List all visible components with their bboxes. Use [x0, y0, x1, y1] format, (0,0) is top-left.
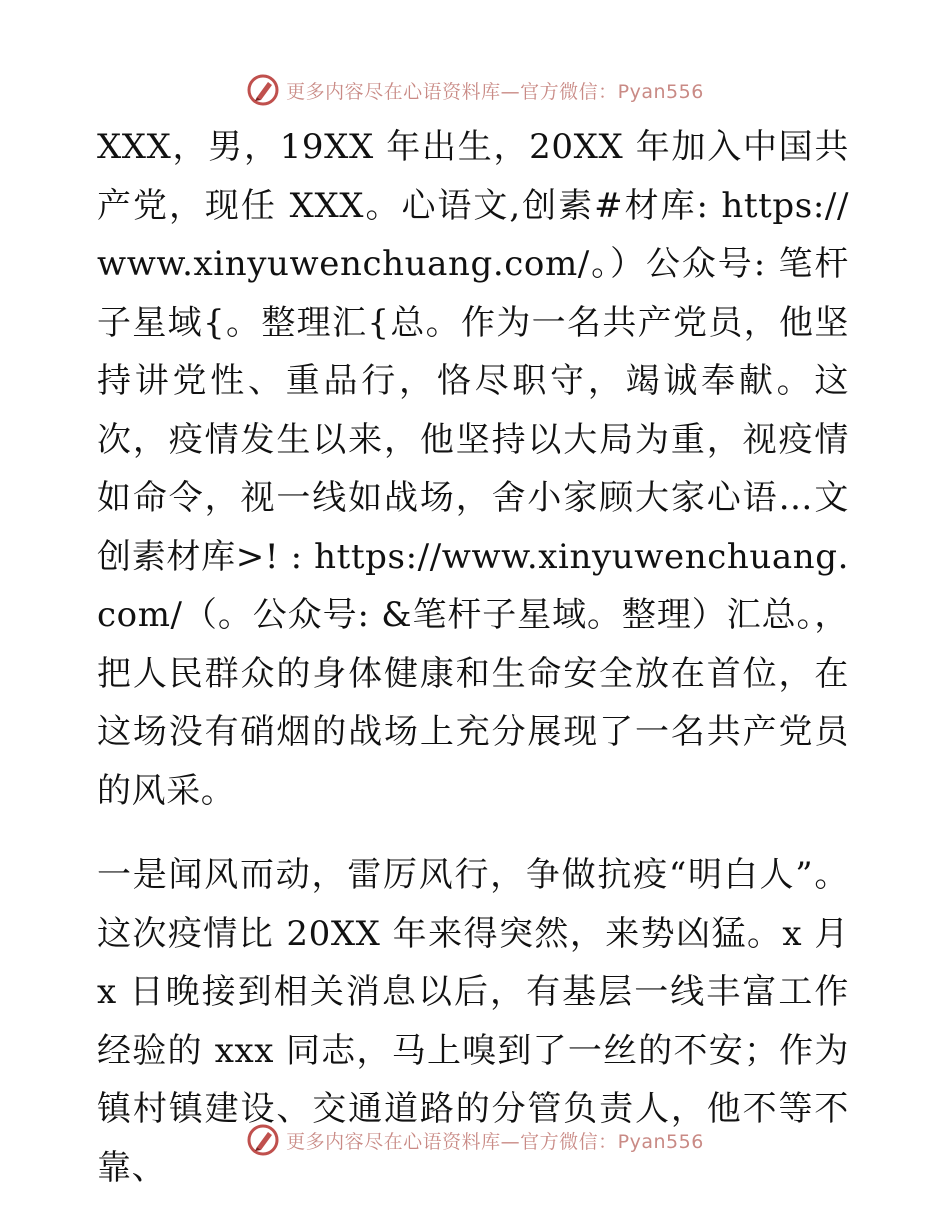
- pen-logo-icon: [246, 73, 280, 107]
- header-banner: [0, 70, 950, 110]
- footer-banner: [0, 1120, 950, 1160]
- header-banner-text: 更多内容尽在心语资料库—官方微信：Pyan556: [286, 80, 704, 103]
- paragraph-1: XXX，男，19XX 年出生，20XX 年加入中国共产党，现任 XXX。心语文,创素#材库: https://www.xinyuwenchuang.com/。）公众号: 笔杆子星域{。整理汇{总。作为一名共产党员，他坚持讲党性、重品行，恪尽职守，竭诚奉献。这次，疫情发生以来，他坚持以大局为重，视疫情如命令，视一线如战场，舍小家顾大家心语…文创素材库>! : https://www.xinyuwenchuang.com/（。公众号: &笔杆子星域。整理）汇总。，把人民群众的身体健康和生命安全放在首位，在这场没有硝烟的战场上充分展现了一名共产党员的风采。: [97, 127, 849, 811]
- pen-logo-icon: [246, 1123, 280, 1157]
- footer-banner-text: 更多内容尽在心语资料库—官方微信：Pyan556: [286, 1130, 704, 1153]
- document-body: [97, 118, 849, 1197]
- paragraph-2: 一是闻风而动，雷厉风行，争做抗疫“明白人”。这次疫情比 20XX 年来得突然，来势凶猛。x 月 x 日晚接到相关消息以后，有基层一线丰富工作经验的 xxx 同志，马上嗅到了一丝的不安；作为镇村镇建设、交通道路的分管负责人，他不等不靠、: [97, 855, 849, 1188]
